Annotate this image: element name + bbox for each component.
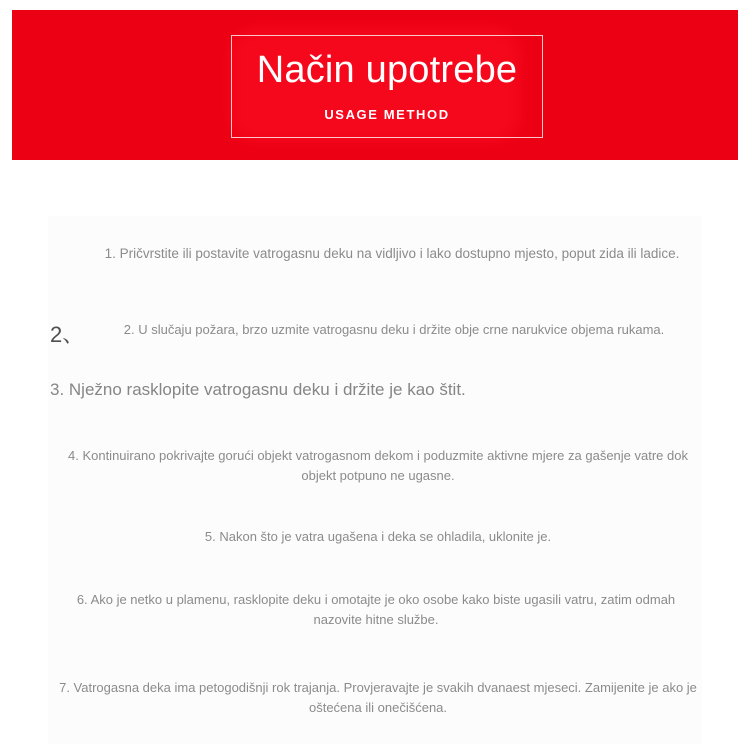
page-subtitle: USAGE METHOD	[324, 106, 450, 122]
instruction-step-2-text: 2. U slučaju požara, brzo uzmite vatrogasnu deku i držite obje crne narukvice objema rukama.	[123, 322, 665, 337]
instruction-step-3: 3. Nježno rasklopite vatrogasnu deku i držite je kao štit.	[50, 380, 466, 399]
instructions-section	[0, 170, 750, 750]
instruction-step-7: 7. Vatrogasna deka ima petogodišnji rok trajanja. Provjeravajte je svakih dvanaest mjeseci. Zamijenite je ako je oštećena ili onečišćena.	[59, 680, 697, 715]
instruction-step-1: 1. Pričvrstite ili postavite vatrogasnu deku na vidljivo i lako dostupno mjesto, poput zida ili ladice.	[104, 246, 680, 261]
header-banner	[12, 10, 738, 160]
instruction-step-2-marker: 2、	[50, 322, 85, 347]
banner-title-frame	[231, 35, 543, 138]
instruction-step-6: 6. Ako je netko u plamenu, rasklopite deku i omotajte je oko osobe kako biste ugasili vatru, zatim odmah nazovite hitne službe.	[76, 592, 676, 627]
page-title: Način upotrebe	[256, 49, 518, 92]
instruction-step-4: 4. Kontinuirano pokrivajte gorući objekt vatrogasnom dekom i poduzmite aktivne mjere za gašenje vatre dok objekt potpuno ne ugasne.	[67, 448, 688, 483]
instruction-step-2	[0, 318, 750, 366]
instruction-step-5: 5. Nakon što je vatra ugašena i deka se ohladila, uklonite je.	[204, 529, 552, 544]
